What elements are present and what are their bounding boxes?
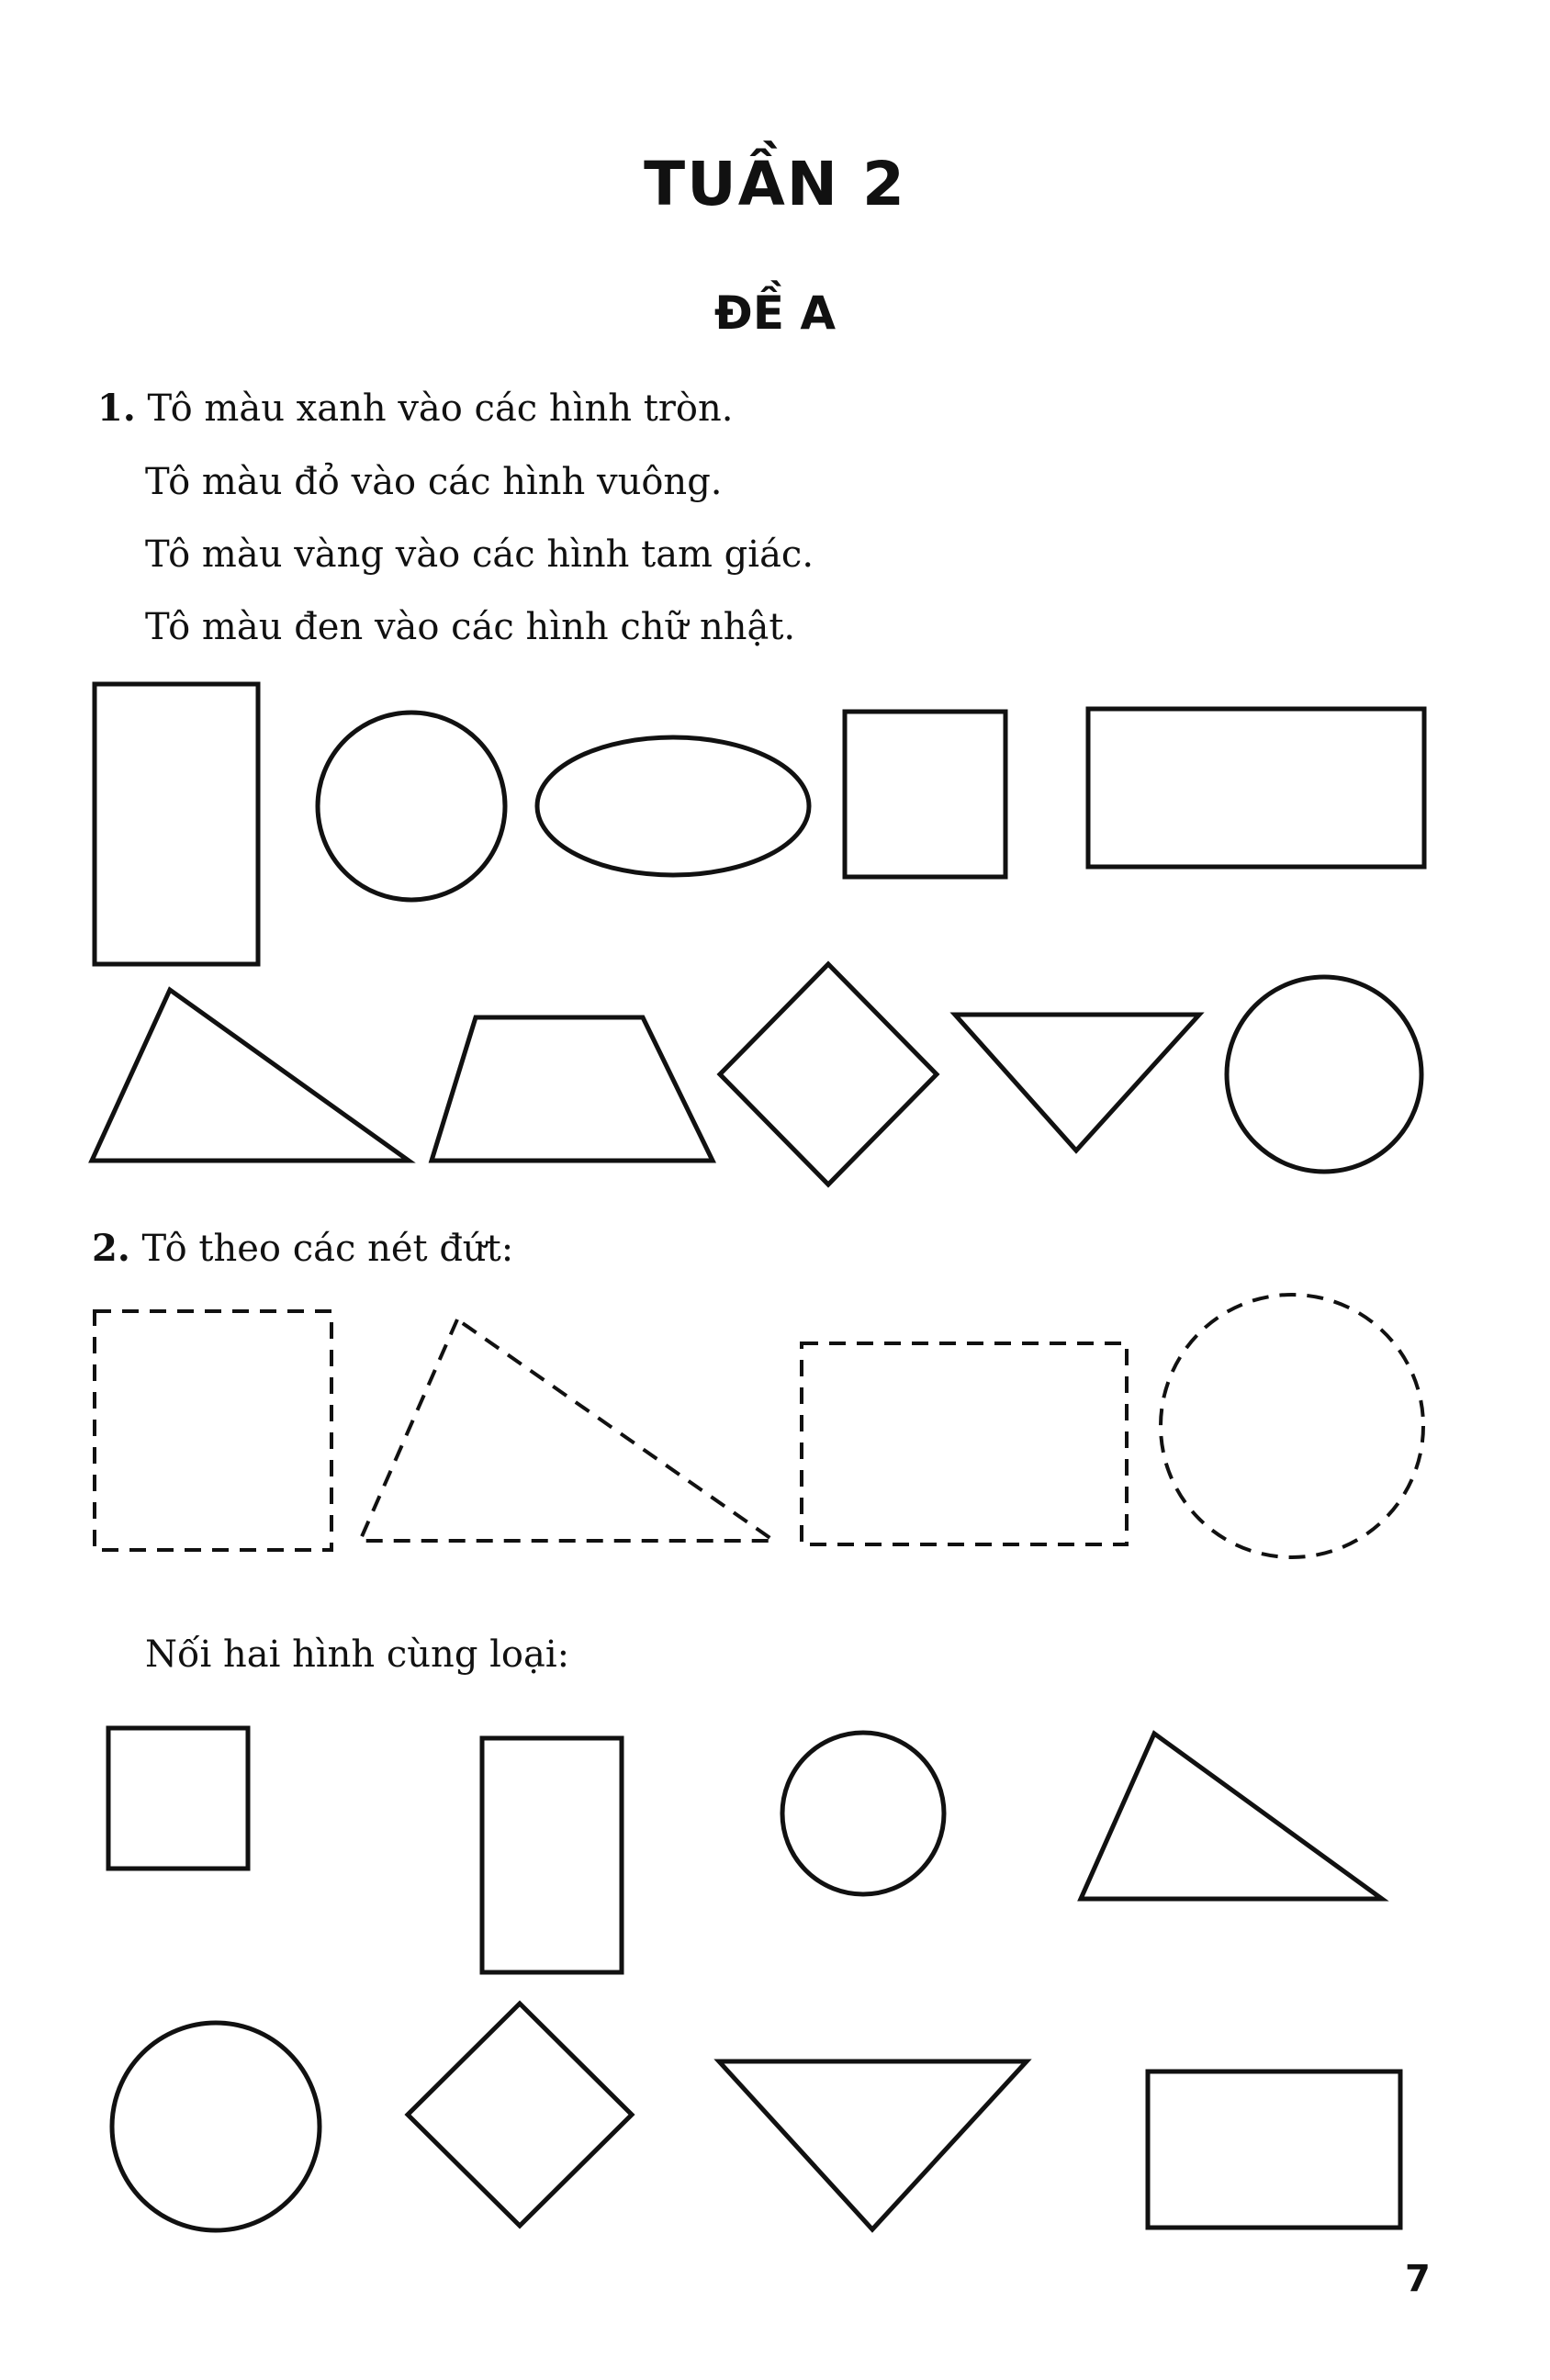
ex1-wide-rectangle [1088,709,1424,867]
ex1-trapezoid [432,1017,713,1161]
page-number: 7 [1405,2258,1431,2300]
match-inverted-triangle [719,2061,1027,2229]
ex1-tall-rectangle [95,684,258,964]
ex2-dashed-circle [1161,1295,1423,1557]
match-rectangle-wide [1148,2071,1400,2228]
ex1-circle-2 [1227,977,1421,1172]
match-circle [782,1733,944,1894]
exercise2-number: 2. [92,1227,130,1270]
match-diamond [408,2004,632,2226]
ex1-inverted-triangle [955,1015,1199,1151]
ex1-diamond [720,964,937,1184]
ex1-square [845,712,1005,877]
ex1-ellipse [537,737,809,875]
exercise1-number: 1. [97,387,136,430]
ex1-right-triangle [92,990,409,1161]
match-triangle [1081,1734,1382,1899]
matching-instruction: Nối hai hình cùng loại: [145,1633,570,1676]
ex2-dashed-triangle [360,1319,774,1541]
week-title: TUẦN 2 [644,149,906,219]
exercise1-line-3: Tô màu vàng vào các hình tam giác. [145,533,814,576]
match-circle-2 [112,2023,320,2230]
exercise1-line-4: Tô màu đen vào các hình chữ nhật. [145,606,796,648]
exercise2-instruction: Tô theo các nét đứt: [141,1228,514,1270]
match-rectangle-tall [482,1738,622,1972]
ex2-dashed-square [95,1311,331,1550]
match-square [108,1728,248,1869]
ex1-circle [318,713,505,900]
section-title: ĐỀ A [713,286,837,340]
exercise1-text-1: Tô màu xanh vào các hình tròn. [147,387,734,430]
exercise1-line-2: Tô màu đỏ vào các hình vuông. [145,461,723,503]
ex2-dashed-rectangle [802,1343,1127,1544]
